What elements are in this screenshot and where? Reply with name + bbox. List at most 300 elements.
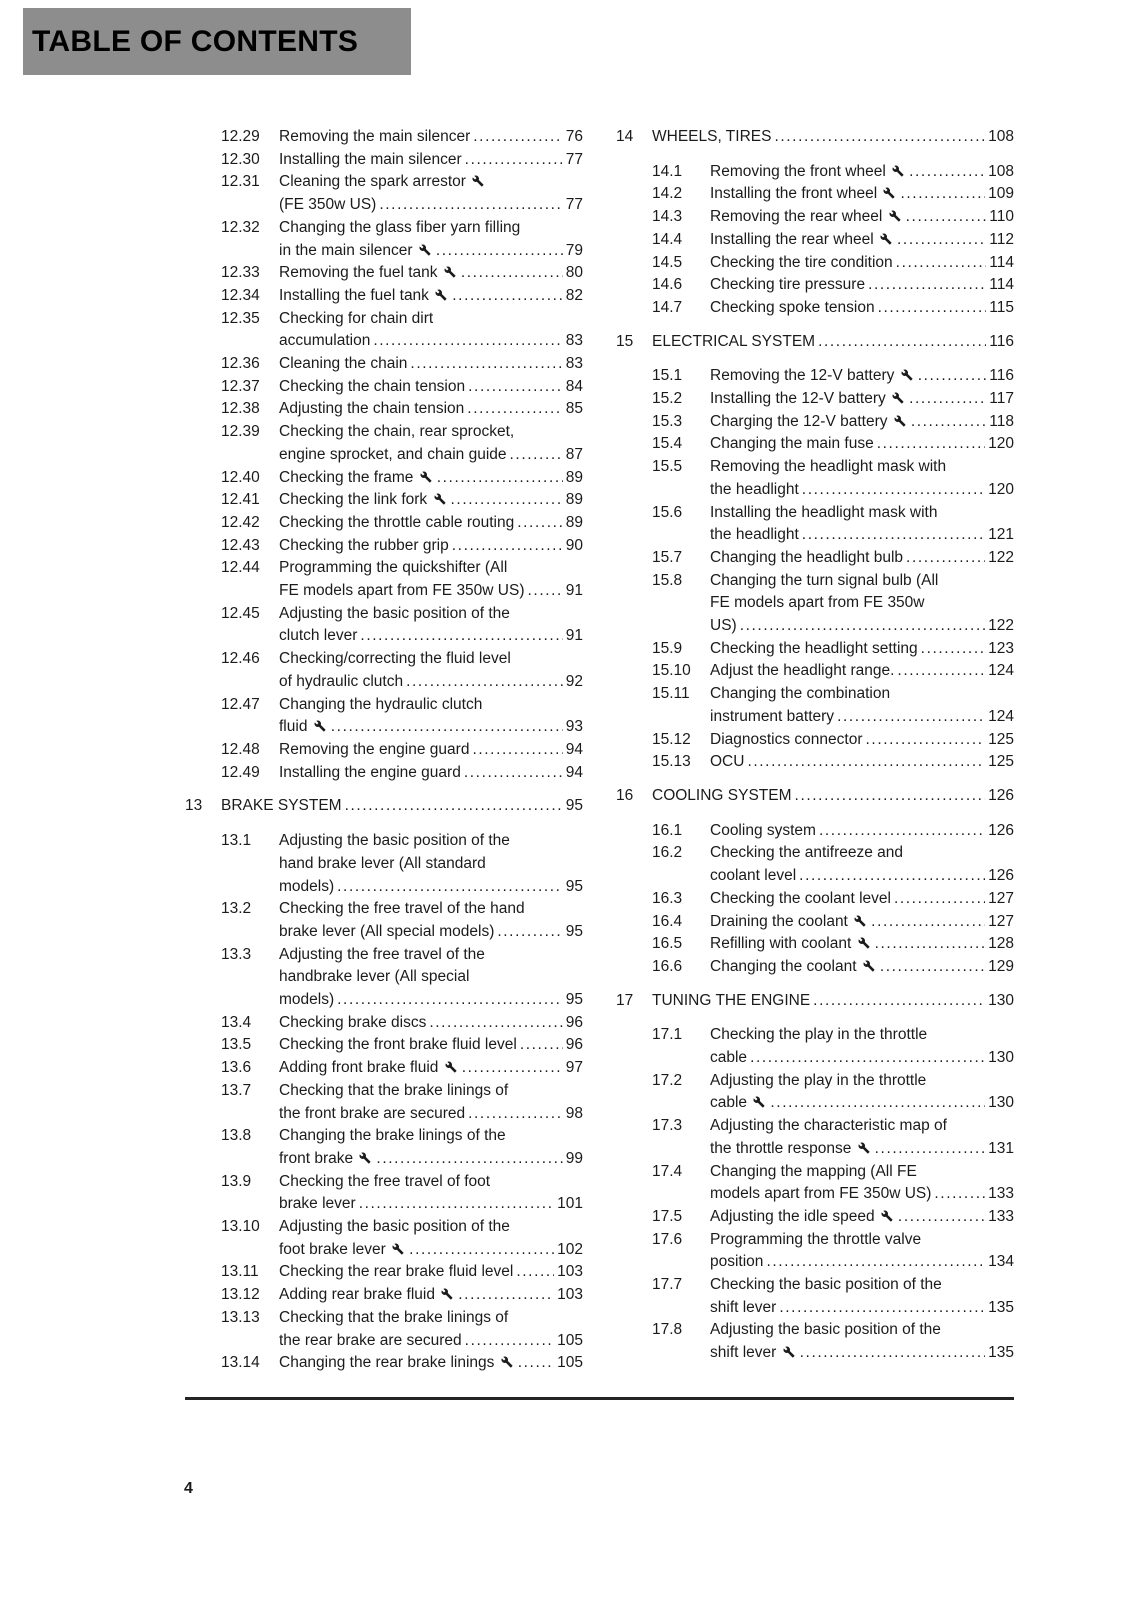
dot-leader <box>379 194 562 217</box>
entry-number: 12.37 <box>221 377 260 395</box>
toc-entry <box>185 285 583 308</box>
entry-title: the front brake are secured <box>279 1104 466 1122</box>
dot-leader <box>409 1239 554 1262</box>
entry-number: 12.44 <box>221 559 260 577</box>
wrench-icon <box>883 187 895 199</box>
dot-leader <box>468 1103 563 1126</box>
entry-page-ref: 131 <box>988 1139 1014 1157</box>
dot-leader <box>436 240 563 263</box>
entry-number: 15.6 <box>652 503 683 521</box>
entry-page-ref: 114 <box>989 253 1014 271</box>
entry-text-line: Checking/correcting the fluid level <box>279 650 511 668</box>
entry-title: Changing the main fuse <box>710 435 874 453</box>
entry-number: 16.5 <box>652 935 683 953</box>
entry-page-ref: 123 <box>988 639 1014 657</box>
toc-entry <box>185 944 583 1012</box>
entry-page-ref: 126 <box>988 867 1014 885</box>
entry-number: 12.33 <box>221 264 260 282</box>
dot-leader <box>458 1284 554 1307</box>
chapter-page-ref: 130 <box>988 991 1014 1009</box>
toc-entry <box>616 729 1014 752</box>
dot-leader <box>866 729 986 752</box>
dot-leader <box>410 353 562 376</box>
toc-entry <box>616 1206 1014 1229</box>
dot-leader <box>518 1352 554 1375</box>
entry-number: 15.9 <box>652 639 683 657</box>
dot-leader <box>373 330 562 353</box>
entry-number: 13.6 <box>221 1059 252 1077</box>
toc-entry <box>185 898 583 943</box>
dot-leader <box>528 580 563 603</box>
toc-entry <box>185 648 583 693</box>
entry-title: front brake <box>279 1148 373 1171</box>
toc-entry <box>185 1352 583 1375</box>
entry-number: 12.45 <box>221 604 260 622</box>
entry-title: Removing the 12-V battery <box>710 365 915 388</box>
dot-leader <box>875 1138 986 1161</box>
entry-page-ref: 89 <box>565 513 583 531</box>
toc-entry <box>185 262 583 285</box>
entry-text-line: Changing the brake linings of the <box>279 1127 506 1145</box>
toc-entry <box>616 1274 1014 1319</box>
entry-number: 15.3 <box>652 412 683 430</box>
entry-page-ref: 103 <box>557 1263 583 1281</box>
entry-text-line: Changing the mapping (All FE <box>710 1162 917 1180</box>
dot-leader <box>451 489 563 512</box>
entry-title: the headlight <box>710 480 799 498</box>
entry-title: FE models apart from FE 350w US) <box>279 582 525 600</box>
wrench-icon <box>889 210 901 222</box>
toc-entry <box>185 1034 583 1057</box>
entry-number: 15.10 <box>652 662 691 680</box>
entry-title: Adjusting the chain tension <box>279 400 465 418</box>
entry-title: Removing the rear wheel <box>710 206 903 229</box>
entry-title: Adding front brake fluid <box>279 1057 459 1080</box>
entry-number: 17.7 <box>652 1276 683 1294</box>
wrench-icon <box>444 266 456 278</box>
dot-leader <box>906 547 985 570</box>
toc-entry <box>616 842 1014 887</box>
entry-page-ref: 115 <box>989 298 1014 316</box>
wrench-icon <box>858 1142 870 1154</box>
entry-title: Changing the headlight bulb <box>710 548 904 566</box>
wrench-icon <box>894 415 906 427</box>
entry-title: Checking the tire condition <box>710 253 893 271</box>
toc-entry <box>185 1216 583 1261</box>
toc-entry <box>616 933 1014 956</box>
entry-title: clutch lever <box>279 627 358 645</box>
entry-number: 17.5 <box>652 1207 683 1225</box>
chapter-page-ref: 95 <box>565 797 583 815</box>
entry-number: 13.4 <box>221 1013 252 1031</box>
entry-page-ref: 129 <box>988 957 1014 975</box>
toc-entry <box>185 217 583 262</box>
entry-text-line: Checking for chain dirt <box>279 309 434 327</box>
entry-number: 16.2 <box>652 844 683 862</box>
toc-entry <box>616 274 1014 297</box>
toc-entry <box>185 762 583 785</box>
entry-title: the rear brake are secured <box>279 1331 462 1349</box>
entry-page-ref: 101 <box>557 1195 583 1213</box>
entry-page-ref: 95 <box>565 991 583 1009</box>
dot-leader <box>517 512 563 535</box>
entry-title: Installing the 12-V battery <box>710 388 906 411</box>
dot-leader <box>462 1057 563 1080</box>
toc-column-left <box>185 126 583 1375</box>
dot-leader <box>813 990 985 1013</box>
entry-title: coolant level <box>710 867 797 885</box>
toc-entry <box>185 1012 583 1035</box>
entry-page-ref: 114 <box>989 276 1014 294</box>
entry-page-ref: 105 <box>557 1331 583 1349</box>
entry-text-line: Checking the chain, rear sprocket, <box>279 423 515 441</box>
toc-entry <box>616 411 1014 434</box>
entry-title: Checking the front brake fluid level <box>279 1036 517 1054</box>
entry-page-ref: 105 <box>557 1354 583 1372</box>
entry-text-line: FE models apart from FE 350w <box>710 594 925 612</box>
entry-page-ref: 135 <box>988 1344 1014 1362</box>
entry-number: 15.12 <box>652 730 691 748</box>
entry-title: accumulation <box>279 332 371 350</box>
entry-number: 16.4 <box>652 912 683 930</box>
entry-page-ref: 99 <box>565 1149 583 1167</box>
entry-title: Checking the coolant level <box>710 889 891 907</box>
toc-entry <box>616 161 1014 184</box>
toc-entry <box>185 1307 583 1352</box>
entry-number: 15.1 <box>652 367 683 385</box>
entry-page-ref: 97 <box>565 1059 583 1077</box>
entry-title: shift lever <box>710 1342 797 1365</box>
entry-number: 12.38 <box>221 400 260 418</box>
toc-entry <box>185 603 583 648</box>
entry-text-line: Programming the quickshifter (All <box>279 559 508 577</box>
entry-title: Installing the fuel tank <box>279 285 449 308</box>
toc-entry <box>616 956 1014 979</box>
entry-page-ref: 83 <box>565 332 583 350</box>
entry-text-line: Adjusting the basic position of the <box>279 604 510 622</box>
entry-number: 15.11 <box>652 685 690 703</box>
toc-chapter <box>616 331 1014 354</box>
entry-number: 12.39 <box>221 423 260 441</box>
page-title: TABLE OF CONTENTS <box>32 24 359 58</box>
entry-text-line: Cleaning the spark arrestor <box>279 171 583 194</box>
toc-entry <box>616 1319 1014 1364</box>
dot-leader <box>465 149 563 172</box>
entry-text-line: Adjusting the basic position of the <box>279 1218 510 1236</box>
dot-leader <box>766 1251 985 1274</box>
wrench-icon <box>892 392 904 404</box>
entry-page-ref: 91 <box>565 627 583 645</box>
entry-number: 12.35 <box>221 309 260 327</box>
dot-leader <box>747 751 985 774</box>
entry-page-ref: 93 <box>565 718 583 736</box>
entry-number: 13.9 <box>221 1172 252 1190</box>
toc-entry <box>616 388 1014 411</box>
toc-entry <box>616 547 1014 570</box>
entry-title: brake lever <box>279 1195 356 1213</box>
entry-number: 13.7 <box>221 1081 252 1099</box>
entry-page-ref: 95 <box>565 877 583 895</box>
entry-number: 14.7 <box>652 298 683 316</box>
wrench-icon <box>863 960 875 972</box>
entry-text-line: Changing the turn signal bulb (All <box>710 571 939 589</box>
entry-title: Adding rear brake fluid <box>279 1284 455 1307</box>
dot-leader <box>473 126 562 149</box>
entry-page-ref: 89 <box>565 491 583 509</box>
entry-page-ref: 87 <box>565 445 583 463</box>
dot-leader <box>894 888 985 911</box>
entry-page-ref: 84 <box>565 377 583 395</box>
entry-title: Cooling system <box>710 821 816 839</box>
entry-number: 14.6 <box>652 276 683 294</box>
dot-leader <box>467 398 562 421</box>
toc-entry <box>185 512 583 535</box>
entry-number: 14.1 <box>652 162 683 180</box>
entry-title: Refilling with coolant <box>710 933 872 956</box>
toc-entry <box>616 229 1014 252</box>
chapter-page-ref: 108 <box>988 128 1014 145</box>
toc-entry <box>616 570 1014 638</box>
toc-entry <box>185 1261 583 1284</box>
entry-title: the headlight <box>710 526 799 544</box>
entry-number: 13.11 <box>221 1263 259 1281</box>
entry-page-ref: 95 <box>565 922 583 940</box>
toc-entry <box>616 683 1014 728</box>
entry-number: 17.3 <box>652 1117 683 1135</box>
toc-entry <box>185 1125 583 1170</box>
entry-number: 17.2 <box>652 1071 683 1089</box>
entry-page-ref: 80 <box>565 264 583 282</box>
dot-leader <box>800 1342 985 1365</box>
entry-text-line: Checking the basic position of the <box>710 1276 942 1294</box>
entry-text-line: Checking the play in the throttle <box>710 1026 928 1044</box>
dot-leader <box>337 989 563 1012</box>
dot-leader <box>520 1034 563 1057</box>
entry-page-ref: 77 <box>565 150 583 168</box>
toc-entry <box>185 467 583 490</box>
entry-number: 13.10 <box>221 1218 260 1236</box>
entry-page-ref: 126 <box>988 821 1014 839</box>
toc-entry <box>185 1057 583 1080</box>
entry-text-line: Adjusting the free travel of the <box>279 945 485 963</box>
entry-page-ref: 122 <box>988 548 1014 566</box>
wrench-icon <box>753 1096 765 1108</box>
wrench-icon <box>441 1288 453 1300</box>
toc-entry <box>616 820 1014 843</box>
entry-title: shift lever <box>710 1298 777 1316</box>
wrench-icon <box>881 1210 893 1222</box>
entry-title: Checking brake discs <box>279 1013 427 1031</box>
entry-number: 17.4 <box>652 1162 683 1180</box>
chapter-page-ref: 126 <box>988 786 1014 804</box>
dot-leader <box>897 229 986 252</box>
entry-text-line: hand brake lever (All standard <box>279 854 486 872</box>
entry-text-line: Programming the throttle valve <box>710 1230 922 1248</box>
entry-text-line: handbrake lever (All special <box>279 968 470 986</box>
entry-title: Checking the chain tension <box>279 377 466 395</box>
entry-title: models) <box>279 877 335 895</box>
entry-page-ref: 89 <box>565 468 583 486</box>
chapter-number: 16 <box>616 786 634 804</box>
toc-entry <box>616 638 1014 661</box>
dot-leader <box>909 161 985 184</box>
wrench-icon <box>434 493 446 505</box>
toc-entry <box>616 1229 1014 1274</box>
entry-number: 12.31 <box>221 173 260 191</box>
toc-entry <box>185 739 583 762</box>
entry-title: foot brake lever <box>279 1239 406 1262</box>
entry-page-ref: 127 <box>988 912 1014 930</box>
entry-title: of hydraulic clutch <box>279 672 404 690</box>
toc-entry <box>616 751 1014 774</box>
dot-leader <box>345 795 563 818</box>
toc-entry <box>185 126 583 149</box>
entry-number: 12.29 <box>221 128 260 145</box>
entry-page-ref: 98 <box>565 1104 583 1122</box>
dot-leader <box>452 535 563 558</box>
entry-page-ref: 108 <box>988 162 1014 180</box>
toc-entry <box>616 1115 1014 1160</box>
wrench-icon <box>901 369 913 381</box>
chapter-title: ELECTRICAL SYSTEM <box>652 332 816 350</box>
chapter-title: BRAKE SYSTEM <box>221 797 342 815</box>
dot-leader <box>472 739 562 762</box>
dot-leader <box>331 716 563 739</box>
dot-leader <box>896 252 987 275</box>
entry-number: 13.14 <box>221 1354 260 1372</box>
entry-number: 13.8 <box>221 1127 252 1145</box>
toc-chapter <box>185 795 583 818</box>
dot-leader <box>795 785 986 808</box>
dot-leader <box>740 615 985 638</box>
dot-leader <box>921 638 985 661</box>
entry-number: 12.48 <box>221 740 260 758</box>
entry-title: Removing the fuel tank <box>279 262 458 285</box>
entry-number: 15.7 <box>652 548 683 566</box>
toc-entry <box>185 171 583 216</box>
entry-page-ref: 92 <box>565 672 583 690</box>
entry-page-ref: 120 <box>988 435 1014 453</box>
entry-page-ref: 109 <box>988 185 1014 203</box>
entry-page-ref: 96 <box>565 1013 583 1031</box>
entry-title: Checking spoke tension <box>710 298 875 316</box>
toc-entry <box>616 456 1014 501</box>
toc-entry <box>185 149 583 172</box>
toc-entry <box>185 830 583 898</box>
entry-title: Diagnostics connector <box>710 730 863 748</box>
toc-entry <box>616 502 1014 547</box>
entry-title: in the main silencer <box>279 240 433 263</box>
entry-page-ref: 96 <box>565 1036 583 1054</box>
toc-entry <box>616 206 1014 229</box>
entry-title: US) <box>710 617 737 635</box>
entry-page-ref: 82 <box>565 286 583 304</box>
entry-page-ref: 94 <box>565 763 583 781</box>
entry-number: 17.8 <box>652 1321 683 1339</box>
entry-number: 13.3 <box>221 945 252 963</box>
entry-title: fluid <box>279 716 328 739</box>
dot-leader <box>918 365 987 388</box>
entry-page-ref: 83 <box>565 355 583 373</box>
entry-title: models) <box>279 991 335 1009</box>
entry-text-line: Installing the headlight mask with <box>710 503 938 521</box>
entry-title: Checking the headlight setting <box>710 639 918 657</box>
toc-entry <box>616 1070 1014 1115</box>
entry-text-line: Checking the free travel of foot <box>279 1172 491 1190</box>
dot-leader <box>452 285 563 308</box>
toc-entry <box>185 694 583 739</box>
dot-leader <box>461 262 563 285</box>
entry-page-ref: 122 <box>988 617 1014 635</box>
entry-text-line: Removing the headlight mask with <box>710 458 947 476</box>
entry-page-ref: 102 <box>557 1240 583 1258</box>
chapter-number: 14 <box>616 128 634 145</box>
entry-page-ref: 124 <box>988 662 1014 680</box>
entry-number: 15.2 <box>652 390 683 408</box>
toc-entry <box>616 1161 1014 1206</box>
dot-leader <box>774 126 985 149</box>
entry-number: 12.46 <box>221 650 260 668</box>
entry-title: Cleaning the chain <box>279 355 408 373</box>
entry-number: 14.4 <box>652 230 683 248</box>
entry-title: Installing the rear wheel <box>710 229 894 252</box>
entry-number: 17.1 <box>652 1026 683 1044</box>
chapter-title: TUNING THE ENGINE <box>652 991 811 1009</box>
toc-entry <box>616 911 1014 934</box>
toc-chapter <box>616 990 1014 1013</box>
entry-title: (FE 350w US) <box>279 196 377 214</box>
entry-title: Draining the coolant <box>710 911 868 934</box>
entry-number: 14.3 <box>652 208 683 226</box>
toc-entry <box>616 433 1014 456</box>
entry-page-ref: 124 <box>988 707 1014 725</box>
entry-title: brake lever (All special models) <box>279 922 495 940</box>
entry-number: 12.30 <box>221 150 260 168</box>
toc-entry <box>185 398 583 421</box>
toc-entry <box>616 660 1014 683</box>
entry-page-ref: 133 <box>988 1207 1014 1225</box>
entry-page-ref: 85 <box>565 400 583 418</box>
entry-title: Checking the rubber grip <box>279 536 449 554</box>
toc-entry <box>185 489 583 512</box>
entry-title: position <box>710 1253 764 1271</box>
entry-number: 13.1 <box>221 832 252 850</box>
dot-leader <box>429 1012 562 1035</box>
dot-leader <box>510 444 563 467</box>
entry-title: Adjusting the idle speed <box>710 1206 895 1229</box>
dot-leader <box>909 388 986 411</box>
dot-leader <box>880 956 985 979</box>
entry-number: 13.5 <box>221 1036 252 1054</box>
entry-page-ref: 120 <box>988 480 1014 498</box>
entry-title: Checking the rear brake fluid level <box>279 1263 514 1281</box>
entry-page-ref: 94 <box>565 740 583 758</box>
toc-chapter <box>616 785 1014 808</box>
dot-leader <box>770 1092 985 1115</box>
entry-title: Checking the link fork <box>279 489 448 512</box>
entry-number: 12.40 <box>221 468 260 486</box>
chapter-number: 13 <box>185 797 203 815</box>
dot-leader <box>465 1330 554 1353</box>
dot-leader <box>779 1297 985 1320</box>
entry-title: Installing the engine guard <box>279 763 461 781</box>
entry-text-line: Changing the glass fiber yarn filling <box>279 218 521 236</box>
dot-leader <box>802 479 985 502</box>
entry-page-ref: 117 <box>989 390 1014 408</box>
entry-page-ref: 110 <box>989 208 1014 226</box>
toc-entry <box>185 421 583 466</box>
toc-entry <box>185 1284 583 1307</box>
